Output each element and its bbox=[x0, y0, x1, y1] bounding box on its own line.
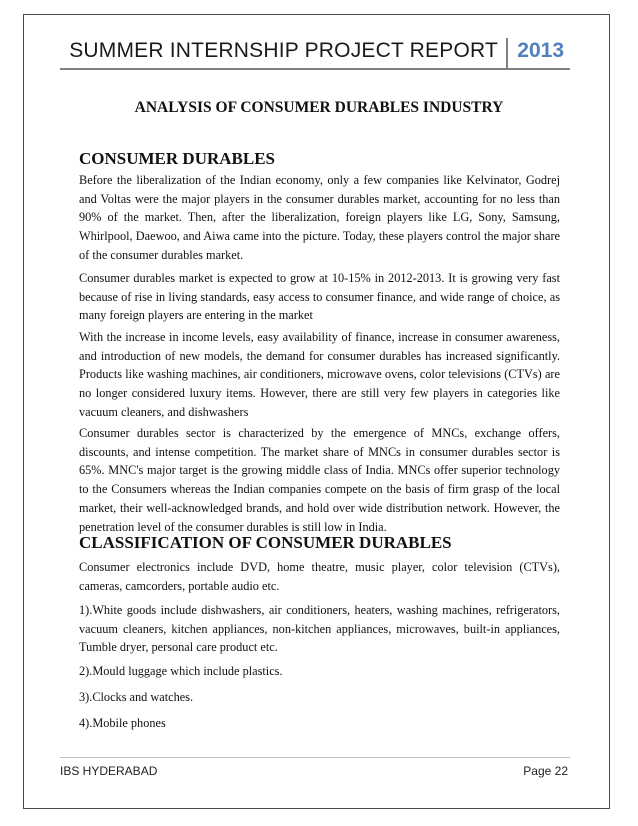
header-title: SUMMER INTERNSHIP PROJECT REPORT bbox=[69, 39, 498, 62]
footer-institution: IBS HYDERABAD bbox=[60, 764, 158, 778]
header-year: 2013 bbox=[517, 39, 564, 62]
page-number: Page 22 bbox=[523, 764, 568, 778]
list-item-mobile-phones: 4).Mobile phones bbox=[79, 716, 166, 730]
header-divider bbox=[506, 38, 508, 68]
list-item-white-goods: 1).White goods include dishwashers, air conditioners, heaters, washing machines, refrigerators, vacuum cleaners, kitchen appliances, non-kitchen appliances, microwaves, built-in appliances, Tumble dryer, personal care product etc. bbox=[79, 603, 560, 655]
page-footer bbox=[60, 757, 570, 784]
paragraph-liberalization: Before the liberalization of the Indian economy, only a few companies like Kelvinator, Godrej and Voltas were the major players in the consumer durables market, accounting for no less than 90% of the market. Then, after the liberalization, foreign players like LG, Sony, Samsung, Whirlpool, Daewoo, and Aiwa came into the picture. Today, these players control the major share of the consumer durables market. bbox=[79, 173, 560, 262]
section-heading-classification: CLASSIFICATION OF CONSUMER DURABLES bbox=[79, 533, 452, 552]
list-item-clocks: 3).Clocks and watches. bbox=[79, 690, 194, 704]
section-heading-consumer-durables: CONSUMER DURABLES bbox=[79, 149, 275, 168]
page-header bbox=[60, 38, 570, 70]
paragraph-demand: With the increase in income levels, easy availability of finance, increase in consumer awareness, and introduction of new models, the demand for consumer durables has increased significantly. Products like washing machines, air conditioners, microwave ovens, color televisions (CTVs) are no longer considered luxury items. However, there are still very few players in categories like vacuum cleaners, and dishwashers bbox=[79, 330, 560, 419]
list-item-mould-luggage: 2).Mould luggage which include plastics. bbox=[79, 664, 283, 678]
paragraph-consumer-electronics: Consumer electronics include DVD, home theatre, music player, color television (CTVs), cameras, camcorders, portable audio etc. bbox=[79, 560, 560, 593]
paragraph-market-growth: Consumer durables market is expected to grow at 10-15% in 2012-2013. It is growing very fast because of rise in living standards, easy access to consumer finance, and wide range of choice, as many foreign players are entering in the market bbox=[79, 271, 560, 323]
document-title: ANALYSIS OF CONSUMER DURABLES INDUSTRY bbox=[134, 99, 504, 116]
paragraph-mncs: Consumer durables sector is characterized by the emergence of MNCs, exchange offers, discounts, and intense competition. The market share of MNCs in consumer durables sector is 65%. MNC's major target is the growing middle class of India. MNCs offer superior technology to the Consumers whereas the Indian companies compete on the basis of firm grasp of the local market, their well-acknowledged brands, and hold over wide distribution network. However, the penetration level of the consumer durables is still low in India. bbox=[79, 426, 560, 534]
